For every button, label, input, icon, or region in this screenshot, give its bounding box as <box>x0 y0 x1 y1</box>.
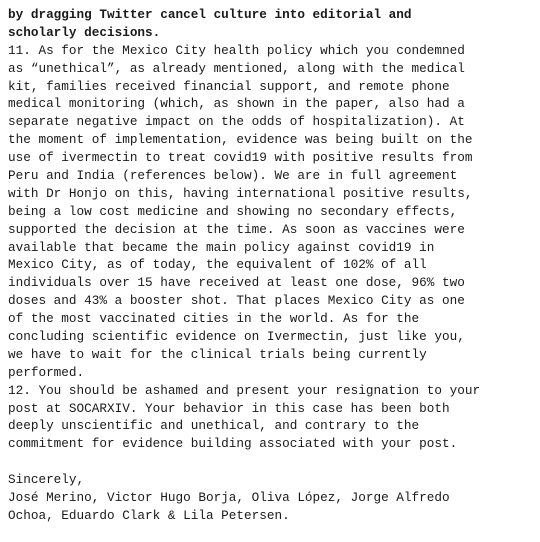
text-line: individuals over 15 have received at least one dose, 96% two <box>8 275 465 291</box>
spacer <box>8 453 536 471</box>
text-line: post at SOCARXIV. Your behavior in this case has been both <box>8 400 450 416</box>
text-line: separate negative impact on the odds of hospitalization). At <box>8 114 465 130</box>
text-line: the moment of implementation, evidence was being built on the <box>8 132 473 148</box>
intro-text <box>8 6 536 42</box>
signatories <box>8 489 536 525</box>
text-line: we have to wait for the clinical trials being currently <box>8 346 427 362</box>
text-line: 12. You should be ashamed and present your resignation to your <box>8 382 481 398</box>
text-line: José Merino, Victor Hugo Borja, Oliva López, Jorge Alfredo <box>8 490 450 506</box>
text-line: kit, families received financial support, and remote phone <box>8 78 450 94</box>
text-line: as “unethical”, as already mentioned, along with the medical <box>8 60 465 76</box>
text-line: Mexico City, as of today, the equivalent of 102% of all <box>8 257 427 273</box>
letter-document <box>8 6 536 525</box>
text-line: commitment for evidence building associated with your post. <box>8 436 458 452</box>
text-line: use of ivermectin to treat covid19 with positive results from <box>8 150 473 166</box>
text-line: by dragging Twitter cancel culture into editorial and <box>8 7 412 22</box>
text-line: Peru and India (references below). We are in full agreement <box>8 168 458 184</box>
text-line: scholarly decisions. <box>8 24 161 40</box>
paragraph-11 <box>8 42 536 382</box>
text-line: with Dr Honjo on this, having international positive results, <box>8 185 473 201</box>
text-line: 11. As for the Mexico City health policy which you condemned <box>8 42 465 58</box>
text-line: doses and 43% a booster shot. That places Mexico City as one <box>8 293 465 309</box>
text-line: deeply unscientific and unethical, and contrary to the <box>8 418 420 434</box>
text-line: Ochoa, Eduardo Clark & Lila Petersen. <box>8 507 290 523</box>
text-line: supported the decision at the time. As soon as vaccines were <box>8 221 465 237</box>
closing-salutation: Sincerely, <box>8 472 85 488</box>
text-line: performed. <box>8 364 85 380</box>
paragraph-12 <box>8 382 536 454</box>
text-line: concluding scientific evidence on Ivermectin, just like you, <box>8 329 465 345</box>
text-line: being a low cost medicine and showing no secondary effects, <box>8 203 458 219</box>
text-line: available that became the main policy against covid19 in <box>8 239 435 255</box>
text-line: medical monitoring (which, as shown in the paper, also had a <box>8 96 465 112</box>
text-line: of the most vaccinated cities in the world. As for the <box>8 311 420 327</box>
